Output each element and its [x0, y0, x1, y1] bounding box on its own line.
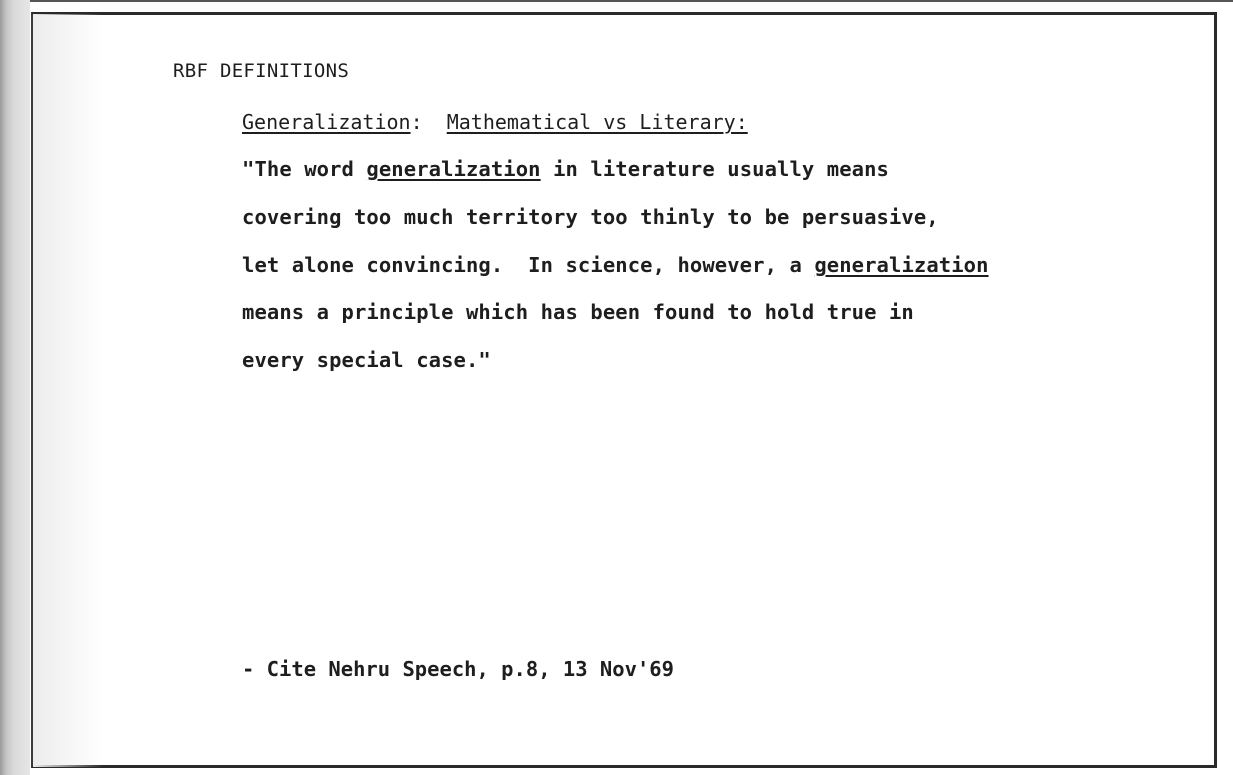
- scan-top-rule: [0, 0, 1233, 2]
- card-subtitle: [242, 110, 748, 134]
- quote-line-1-post: in literature usually means: [540, 157, 890, 181]
- subtitle-topic: Mathematical vs Literary:: [446, 110, 748, 134]
- quote-line-3-pre: let alone convincing. In science, however, a: [242, 253, 815, 277]
- quote-line-1: [242, 157, 889, 181]
- citation: - Cite Nehru Speech, p.8, 13 Nov'69: [242, 657, 674, 681]
- quote-line-5: every special case.": [242, 348, 491, 372]
- card-shadow: [33, 14, 103, 767]
- subtitle-term: Generalization: [242, 110, 411, 134]
- quote-line-4: means a principle which has been found to hold true in: [242, 300, 914, 324]
- quote-line-2: covering too much territory too thinly to be persuasive,: [242, 205, 939, 229]
- quote-term-1: generalization: [366, 157, 541, 181]
- scan-binding-edge: [0, 0, 30, 775]
- subtitle-colon: :: [410, 110, 423, 134]
- quote-line-3: [242, 253, 989, 277]
- quote-line-1-pre: "The word: [242, 157, 367, 181]
- quote-term-2: generalization: [814, 253, 989, 277]
- card-heading: RBF DEFINITIONS: [173, 60, 350, 82]
